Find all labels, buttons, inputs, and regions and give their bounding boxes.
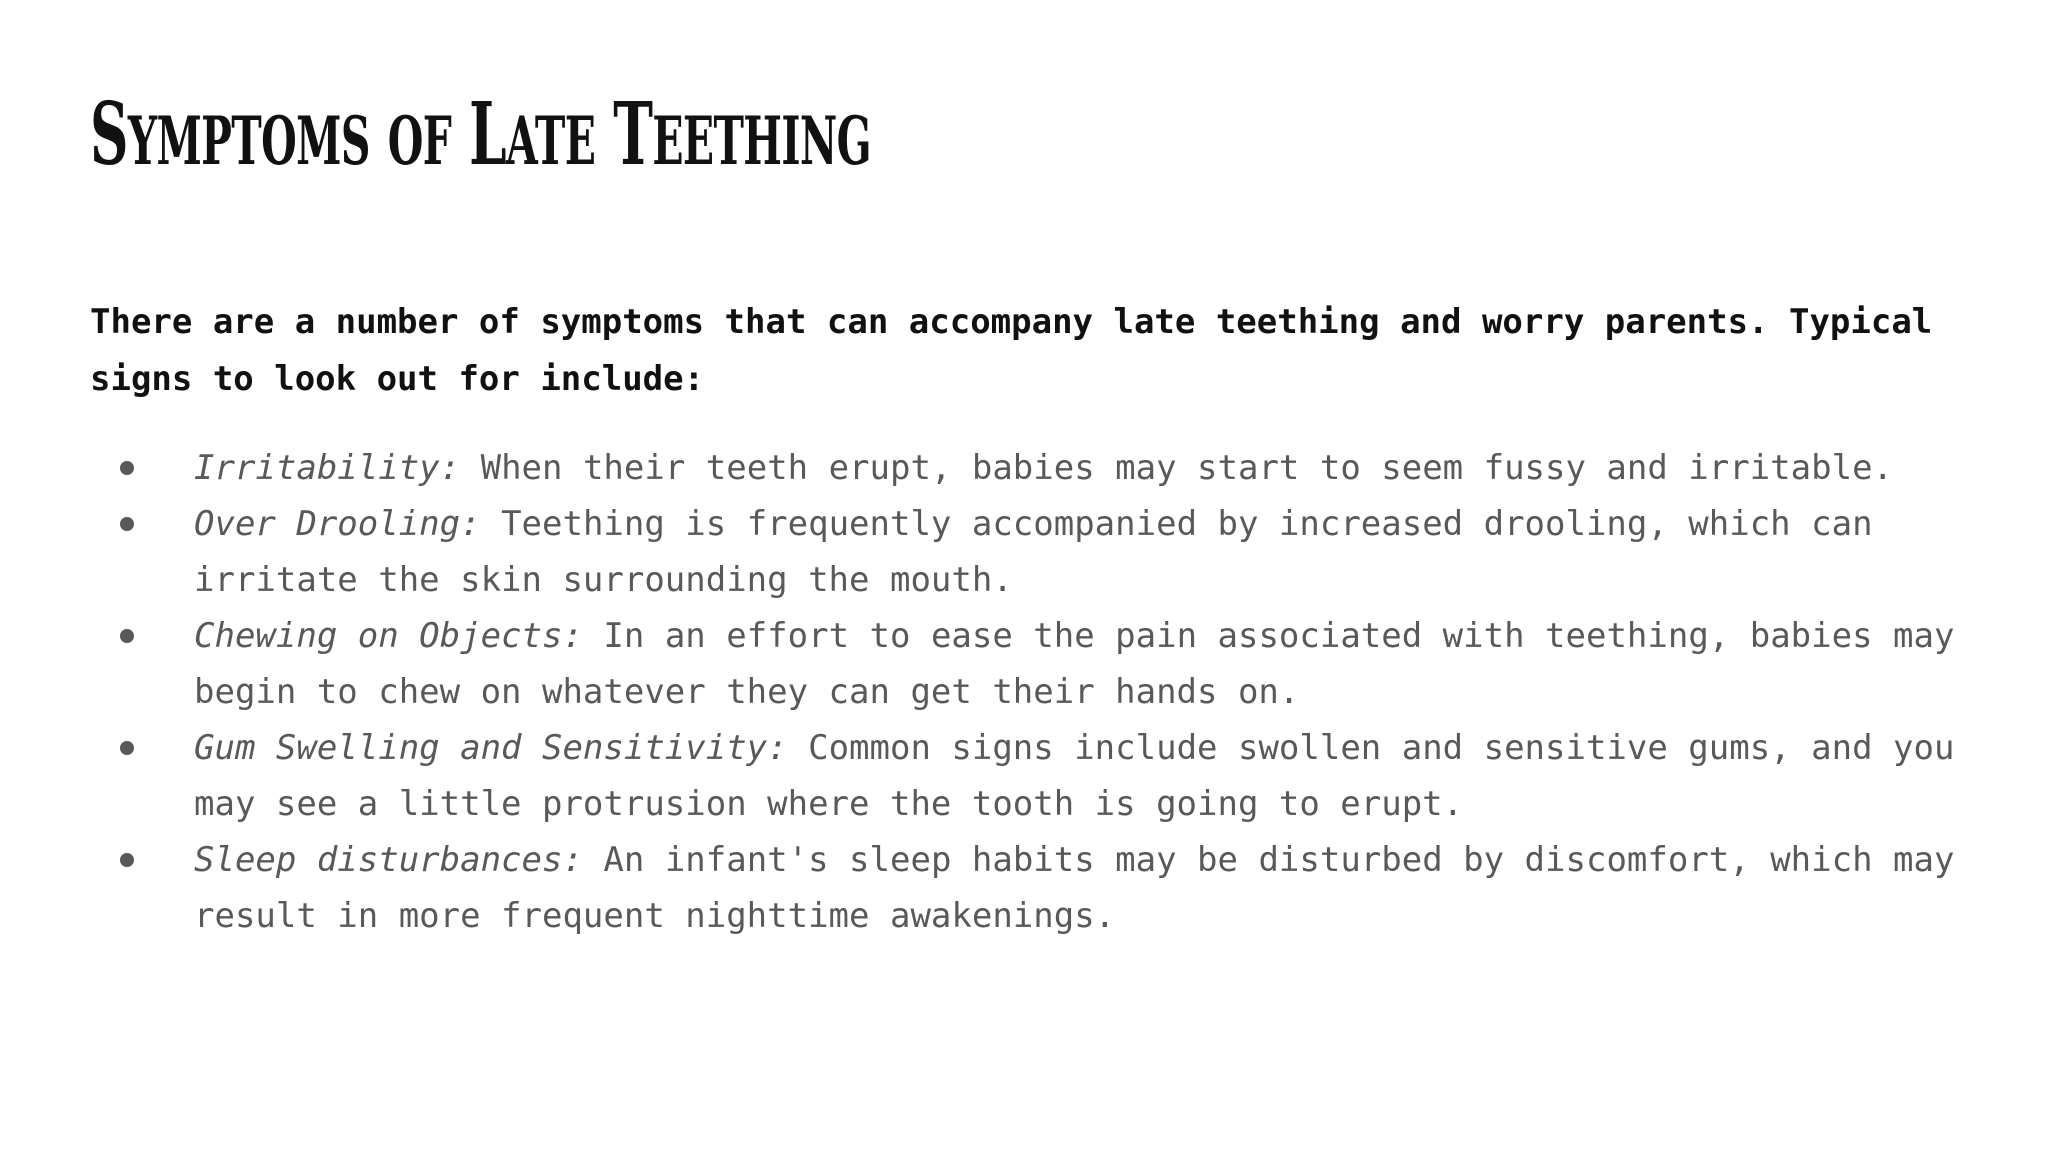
symptom-description: In an effort to ease the pain associated with teething, babies may begin to chew on whatever they can get their hands on. — [194, 616, 1955, 712]
title-word-2: OF — [387, 102, 452, 180]
symptom-term: Chewing on Objects: — [194, 616, 583, 656]
list-item — [90, 440, 1978, 496]
symptom-description: Teething is frequently accompanied by increased drooling, which can irritate the skin surrounding the mouth. — [194, 504, 1873, 600]
bullet-icon — [120, 629, 134, 643]
list-item — [90, 608, 1978, 720]
bullet-icon — [120, 741, 134, 755]
symptom-description: Common signs include swollen and sensitive gums, and you may see a little protrusion where the tooth is going to erupt. — [194, 728, 1955, 824]
symptom-term: Sleep disturbances: — [194, 840, 583, 880]
title-word-3: LATE — [469, 84, 596, 185]
list-item — [90, 720, 1978, 832]
list-item — [90, 832, 1978, 944]
symptom-term: Irritability: — [194, 448, 461, 488]
slide-title — [90, 84, 871, 185]
symptoms-list — [90, 440, 1978, 944]
title-word-1: SYMPTOMS — [90, 84, 370, 185]
intro-paragraph: There are a number of symptoms that can accompany late teething and worry parents. Typical signs to look out for include: — [90, 302, 1933, 399]
symptom-description: An infant's sleep habits may be disturbed by discomfort, which may result in more frequent nighttime awakenings. — [194, 840, 1955, 936]
bullet-icon — [120, 461, 134, 475]
bullet-icon — [120, 517, 134, 531]
list-item — [90, 496, 1978, 608]
symptom-term: Over Drooling: — [194, 504, 481, 544]
symptom-description: When their teeth erupt, babies may start to seem fussy and irritable. — [480, 448, 1894, 488]
bullet-icon — [120, 853, 134, 867]
symptom-term: Gum Swelling and Sensitivity: — [194, 728, 788, 768]
title-word-4: TEETHING — [613, 84, 871, 185]
